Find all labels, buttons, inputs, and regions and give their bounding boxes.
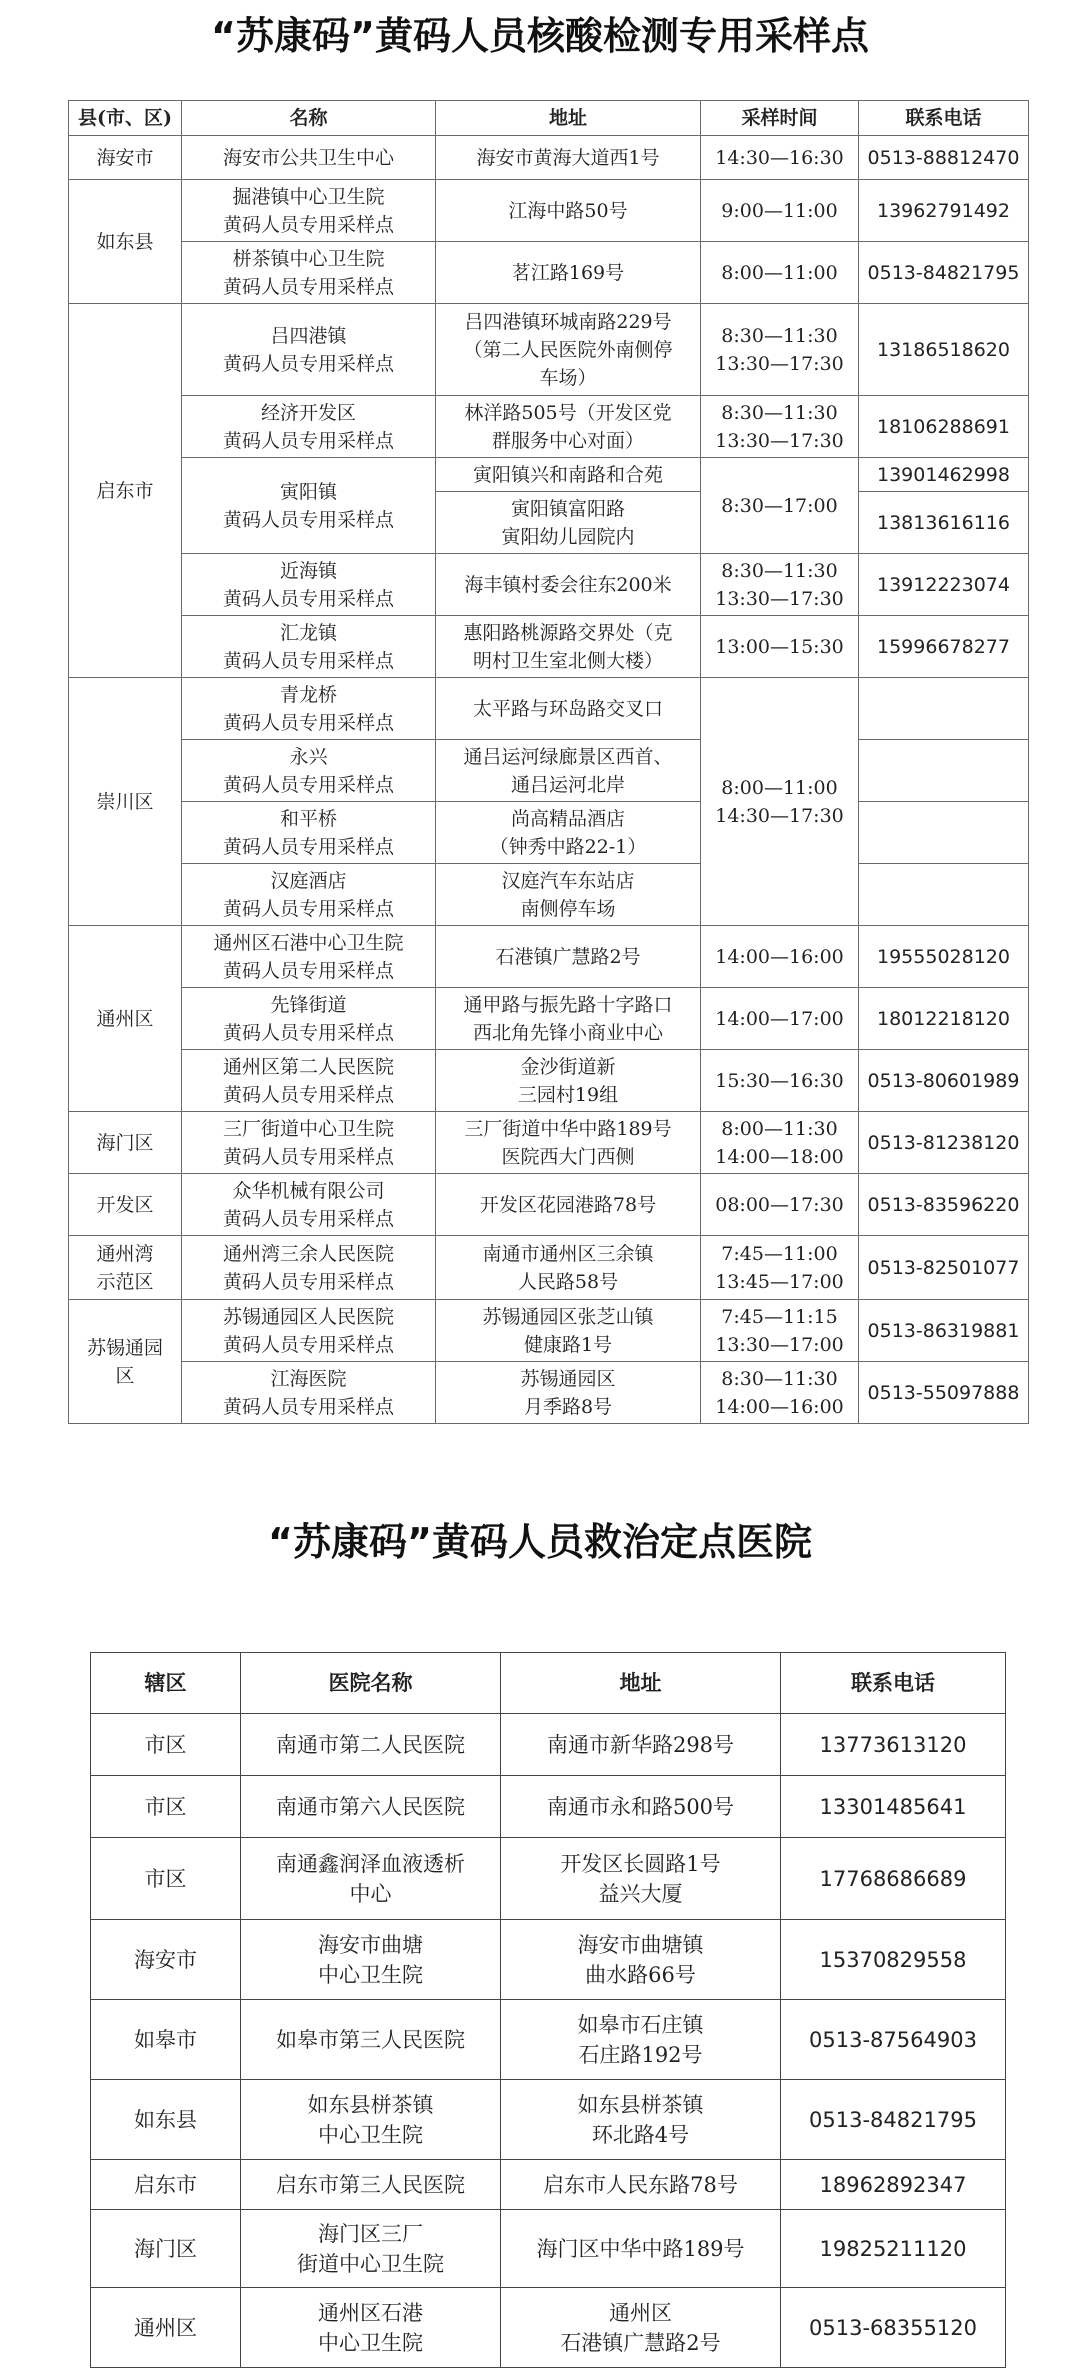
phone-cell: 13901462998	[859, 458, 1029, 492]
table-row	[91, 1838, 1006, 1920]
phone-cell: 13912223074	[859, 554, 1029, 616]
sampling-points-table	[68, 100, 1029, 1424]
name-cell: 吕四港镇 黄码人员专用采样点	[182, 304, 436, 396]
phone-cell: 19825211120	[781, 2210, 1006, 2288]
table-row	[69, 242, 1029, 304]
phone-cell: 0513-84821795	[859, 242, 1029, 304]
time-cell: 8:30—11:30 13:30—17:30	[701, 396, 859, 458]
time-cell: 15:30—16:30	[701, 1050, 859, 1112]
table-row	[91, 2288, 1006, 2368]
hospital-cell: 海安市曲塘 中心卫生院	[241, 1920, 501, 2000]
table-row	[69, 1300, 1029, 1362]
table-row	[69, 1174, 1029, 1236]
table-row	[69, 396, 1029, 458]
time-cell: 14:30—16:30	[701, 136, 859, 180]
table-row	[69, 554, 1029, 616]
address-cell: 三厂街道中华中路189号 医院西大门西侧	[436, 1112, 701, 1174]
name-cell: 栟茶镇中心卫生院 黄码人员专用采样点	[182, 242, 436, 304]
phone-cell: 18012218120	[859, 988, 1029, 1050]
address-cell: 海丰镇村委会往东200米	[436, 554, 701, 616]
time-cell: 8:30—11:30 13:30—17:30	[701, 554, 859, 616]
time-cell: 9:00—11:00	[701, 180, 859, 242]
column-header: 采样时间	[701, 101, 859, 136]
district-cell: 通州区	[69, 926, 182, 1112]
name-cell: 经济开发区 黄码人员专用采样点	[182, 396, 436, 458]
phone-cell: 13186518620	[859, 304, 1029, 396]
time-cell: 14:00—16:00	[701, 926, 859, 988]
table-row	[69, 678, 1029, 740]
phone-cell: 13301485641	[781, 1776, 1006, 1838]
hospitals-table	[90, 1652, 1006, 2368]
table-row	[91, 1714, 1006, 1776]
table-row	[69, 988, 1029, 1050]
address-cell: 金沙街道新 三园村19组	[436, 1050, 701, 1112]
page-title-hospitals: “苏康码”黄码人员救治定点医院	[268, 1520, 812, 1564]
address-cell: 通州区 石港镇广慧路2号	[501, 2288, 781, 2368]
address-cell: 石港镇广慧路2号	[436, 926, 701, 988]
phone-cell	[859, 678, 1029, 740]
page-title-sampling: “苏康码”黄码人员核酸检测专用采样点	[211, 14, 869, 58]
hospital-cell: 启东市第三人民医院	[241, 2160, 501, 2210]
address-cell: 如东县栟茶镇 环北路4号	[501, 2080, 781, 2160]
phone-cell: 13773613120	[781, 1714, 1006, 1776]
address-cell: 海安市黄海大道西1号	[436, 136, 701, 180]
phone-cell	[859, 740, 1029, 802]
phone-cell: 0513-84821795	[781, 2080, 1006, 2160]
phone-cell: 0513-82501077	[859, 1236, 1029, 1300]
phone-cell: 0513-86319881	[859, 1300, 1029, 1362]
table-row	[69, 740, 1029, 802]
table-row	[69, 136, 1029, 180]
address-cell: 南通市通州区三余镇 人民路58号	[436, 1236, 701, 1300]
table-row	[91, 1776, 1006, 1838]
table-header-row	[69, 101, 1029, 136]
table-row	[91, 2080, 1006, 2160]
table-row	[69, 1236, 1029, 1300]
address-cell: 惠阳路桃源路交界处（克 明村卫生室北侧大楼）	[436, 616, 701, 678]
table-row	[69, 1362, 1029, 1424]
hospital-cell: 海门区三厂 街道中心卫生院	[241, 2210, 501, 2288]
phone-cell: 0513-80601989	[859, 1050, 1029, 1112]
hospital-cell: 通州区石港 中心卫生院	[241, 2288, 501, 2368]
name-cell: 汇龙镇 黄码人员专用采样点	[182, 616, 436, 678]
district-cell: 通州湾 示范区	[69, 1236, 182, 1300]
name-cell: 通州区石港中心卫生院 黄码人员专用采样点	[182, 926, 436, 988]
address-cell: 江海中路50号	[436, 180, 701, 242]
name-cell: 永兴 黄码人员专用采样点	[182, 740, 436, 802]
address-cell: 汉庭汽车东站店 南侧停车场	[436, 864, 701, 926]
address-cell: 如皋市石庄镇 石庄路192号	[501, 2000, 781, 2080]
district-cell: 崇川区	[69, 678, 182, 926]
table-row	[91, 1920, 1006, 2000]
address-cell: 通吕运河绿廊景区西首、 通吕运河北岸	[436, 740, 701, 802]
table-row	[69, 864, 1029, 926]
address-cell: 南通市新华路298号	[501, 1714, 781, 1776]
phone-cell: 15996678277	[859, 616, 1029, 678]
district-cell: 海门区	[69, 1112, 182, 1174]
table-row	[69, 304, 1029, 396]
phone-cell: 17768686689	[781, 1838, 1006, 1920]
table-row	[69, 1050, 1029, 1112]
table-row	[69, 458, 1029, 492]
time-cell: 8:30—17:00	[701, 458, 859, 554]
time-cell: 8:00—11:00	[701, 242, 859, 304]
time-cell: 8:00—11:30 14:00—18:00	[701, 1112, 859, 1174]
address-cell: 林洋路505号（开发区党 群服务中心对面）	[436, 396, 701, 458]
address-cell: 启东市人民东路78号	[501, 2160, 781, 2210]
district-cell: 开发区	[69, 1174, 182, 1236]
column-header: 县(市、区)	[69, 101, 182, 136]
address-cell: 寅阳镇兴和南路和合苑	[436, 458, 701, 492]
district-cell: 市区	[91, 1776, 241, 1838]
phone-cell: 0513-81238120	[859, 1112, 1029, 1174]
address-cell: 尚高精品酒店 （钟秀中路22-1）	[436, 802, 701, 864]
district-cell: 如东县	[69, 180, 182, 304]
phone-cell: 18106288691	[859, 396, 1029, 458]
district-cell: 市区	[91, 1838, 241, 1920]
district-cell: 市区	[91, 1714, 241, 1776]
table-row	[69, 926, 1029, 988]
name-cell: 青龙桥 黄码人员专用采样点	[182, 678, 436, 740]
table-row	[91, 2210, 1006, 2288]
district-cell: 如皋市	[91, 2000, 241, 2080]
name-cell: 汉庭酒店 黄码人员专用采样点	[182, 864, 436, 926]
district-cell: 海安市	[91, 1920, 241, 2000]
name-cell: 和平桥 黄码人员专用采样点	[182, 802, 436, 864]
phone-cell: 0513-55097888	[859, 1362, 1029, 1424]
name-cell: 海安市公共卫生中心	[182, 136, 436, 180]
column-header: 名称	[182, 101, 436, 136]
address-cell: 茗江路169号	[436, 242, 701, 304]
district-cell: 苏锡通园 区	[69, 1300, 182, 1424]
column-header: 地址	[436, 101, 701, 136]
column-header: 辖区	[91, 1653, 241, 1714]
hospital-cell: 南通鑫润泽血液透析 中心	[241, 1838, 501, 1920]
address-cell: 开发区花园港路78号	[436, 1174, 701, 1236]
district-cell: 如东县	[91, 2080, 241, 2160]
column-header: 医院名称	[241, 1653, 501, 1714]
phone-cell: 0513-87564903	[781, 2000, 1006, 2080]
table-row	[91, 2000, 1006, 2080]
phone-cell	[859, 864, 1029, 926]
hospital-cell: 如皋市第三人民医院	[241, 2000, 501, 2080]
phone-cell: 0513-88812470	[859, 136, 1029, 180]
phone-cell: 19555028120	[859, 926, 1029, 988]
phone-cell: 0513-68355120	[781, 2288, 1006, 2368]
phone-cell: 18962892347	[781, 2160, 1006, 2210]
address-cell: 南通市永和路500号	[501, 1776, 781, 1838]
address-cell: 苏锡通园区张芝山镇 健康路1号	[436, 1300, 701, 1362]
hospital-cell: 南通市第六人民医院	[241, 1776, 501, 1838]
hospital-cell: 如东县栟茶镇 中心卫生院	[241, 2080, 501, 2160]
address-cell: 寅阳镇富阳路 寅阳幼儿园院内	[436, 492, 701, 554]
name-cell: 江海医院 黄码人员专用采样点	[182, 1362, 436, 1424]
column-header: 联系电话	[859, 101, 1029, 136]
name-cell: 寅阳镇 黄码人员专用采样点	[182, 458, 436, 554]
time-cell: 8:30—11:30 13:30—17:30	[701, 304, 859, 396]
phone-cell: 13962791492	[859, 180, 1029, 242]
name-cell: 通州湾三余人民医院 黄码人员专用采样点	[182, 1236, 436, 1300]
district-cell: 启东市	[69, 304, 182, 678]
table-row	[91, 2160, 1006, 2210]
table-row	[69, 616, 1029, 678]
phone-cell: 13813616116	[859, 492, 1029, 554]
address-cell: 吕四港镇环城南路229号 （第二人民医院外南侧停 车场）	[436, 304, 701, 396]
phone-cell	[859, 802, 1029, 864]
name-cell: 先锋街道 黄码人员专用采样点	[182, 988, 436, 1050]
address-cell: 太平路与环岛路交叉口	[436, 678, 701, 740]
address-cell: 苏锡通园区 月季路8号	[436, 1362, 701, 1424]
district-cell: 通州区	[91, 2288, 241, 2368]
time-cell: 7:45—11:15 13:30—17:00	[701, 1300, 859, 1362]
time-cell: 14:00—17:00	[701, 988, 859, 1050]
name-cell: 近海镇 黄码人员专用采样点	[182, 554, 436, 616]
table-row	[69, 180, 1029, 242]
time-cell: 8:00—11:00 14:30—17:30	[701, 678, 859, 926]
phone-cell: 15370829558	[781, 1920, 1006, 2000]
name-cell: 众华机械有限公司 黄码人员专用采样点	[182, 1174, 436, 1236]
time-cell: 08:00—17:30	[701, 1174, 859, 1236]
table-header-row	[91, 1653, 1006, 1714]
address-cell: 通甲路与振先路十字路口 西北角先锋小商业中心	[436, 988, 701, 1050]
address-cell: 海安市曲塘镇 曲水路66号	[501, 1920, 781, 2000]
name-cell: 通州区第二人民医院 黄码人员专用采样点	[182, 1050, 436, 1112]
time-cell: 8:30—11:30 14:00—16:00	[701, 1362, 859, 1424]
column-header: 联系电话	[781, 1653, 1006, 1714]
name-cell: 掘港镇中心卫生院 黄码人员专用采样点	[182, 180, 436, 242]
name-cell: 三厂街道中心卫生院 黄码人员专用采样点	[182, 1112, 436, 1174]
column-header: 地址	[501, 1653, 781, 1714]
table-row	[69, 802, 1029, 864]
time-cell: 13:00—15:30	[701, 616, 859, 678]
district-cell: 海安市	[69, 136, 182, 180]
phone-cell: 0513-83596220	[859, 1174, 1029, 1236]
time-cell: 7:45—11:00 13:45—17:00	[701, 1236, 859, 1300]
hospital-cell: 南通市第二人民医院	[241, 1714, 501, 1776]
district-cell: 启东市	[91, 2160, 241, 2210]
district-cell: 海门区	[91, 2210, 241, 2288]
address-cell: 开发区长圆路1号 益兴大厦	[501, 1838, 781, 1920]
name-cell: 苏锡通园区人民医院 黄码人员专用采样点	[182, 1300, 436, 1362]
address-cell: 海门区中华中路189号	[501, 2210, 781, 2288]
table-row	[69, 1112, 1029, 1174]
